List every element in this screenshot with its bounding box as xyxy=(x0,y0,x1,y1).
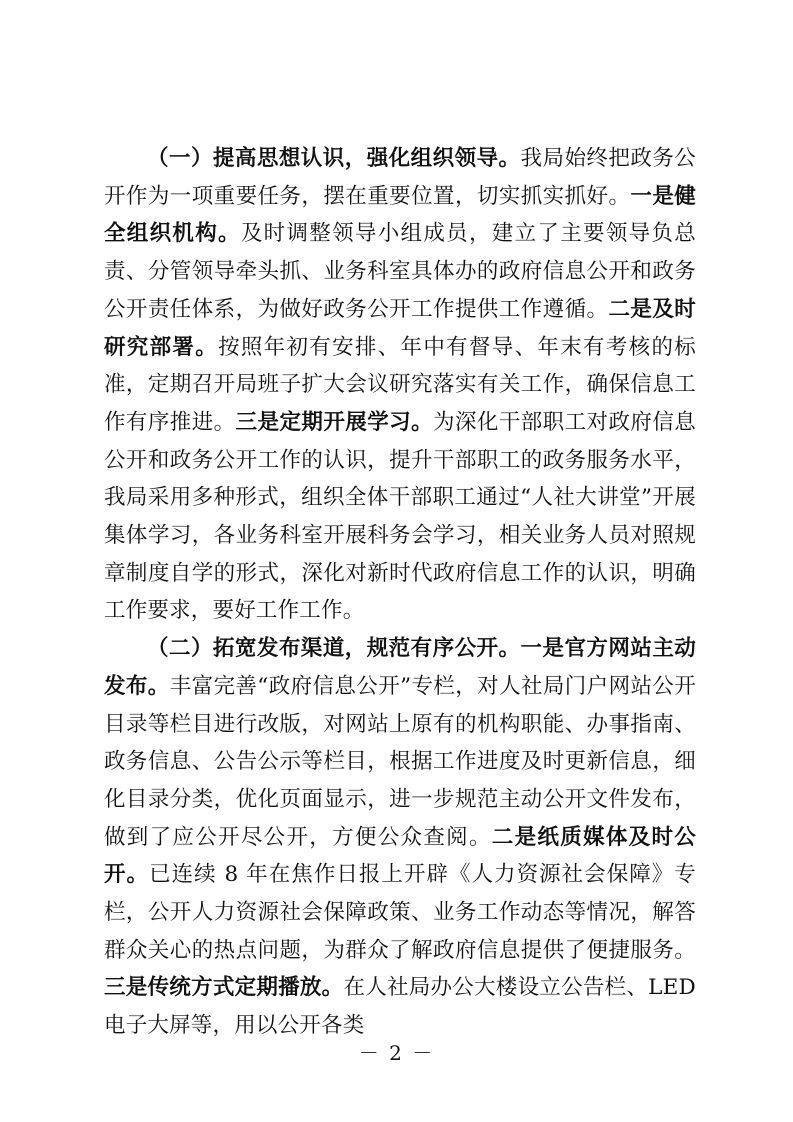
text-segment: 及时调整领导小组成员，建立了主要领导负总责、分管领导牵头抓、业务科室具体办的政府信息公开和政务公开责任体系，为做好政务公开工作提供工作遵循。 xyxy=(104,221,696,322)
paragraph-1 xyxy=(104,140,696,630)
point-heading: 一是官方网站主动发布。 xyxy=(104,636,696,699)
text-segment: 我局始终把政务公开作为一项重要任务，摆在重要位置，切实抓实抓好。 xyxy=(104,146,696,209)
point-heading: 二是及时研究部署。 xyxy=(104,296,696,360)
point-heading: 三是定期开展学习。 xyxy=(235,409,434,435)
paragraph-2 xyxy=(104,630,696,1045)
point-heading: 三是传统方式定期播放。 xyxy=(104,975,344,1001)
body-text xyxy=(104,140,696,1045)
section-heading-2: （二）拓宽发布渠道，规范有序公开。 xyxy=(147,636,521,662)
text-segment: 在人社局办公大楼设立公告栏、LED 电子大屏等，用以公开各类 xyxy=(104,975,696,1039)
page-number: － 2 － xyxy=(358,1041,435,1065)
section-heading-1: （一）提高思想认识，强化组织领导。 xyxy=(147,146,521,171)
point-heading: 一是健全组织机构。 xyxy=(104,183,696,247)
text-segment: 已连续 8 年在焦作日报上开辟《人力资源社会保障》专栏，公开人力资源社会保障政策、业务工作动态等情况，解答群众关心的热点问题，为群众了解政府信息提供了便捷服务。 xyxy=(104,862,696,963)
point-heading: 二是纸质媒体及时公开。 xyxy=(104,824,696,888)
text-segment: 按照年初有安排、年中有督导、年末有考核的标准，定期召开局班子扩大会议研究落实有关工作，确保信息工作有序推进。 xyxy=(104,334,696,435)
text-segment: 丰富完善“政府信息公开”专栏，对人社局门户网站公开目录等栏目进行改版，对网站上原有的机构职能、办事指南、政务信息、公告公示等栏目，根据工作进度及时更新信息，细化目录分类，优化页面显示，进一步规范主动公开文件发布，做到了应公开尽公开，方便公众查阅。 xyxy=(104,673,696,850)
text-segment: 为深化干部职工对政府信息公开和政务公开工作的认识，提升干部职工的政务服务水平，我局采用多种形式，组织全体干部职工通过“人社大讲堂”开展集体学习，各业务科室开展科务会学习，相关业务人员对照规章制度自学的形式，深化对新时代政府信息工作的认识，明确工作要求，要好工作工作。 xyxy=(104,409,696,624)
